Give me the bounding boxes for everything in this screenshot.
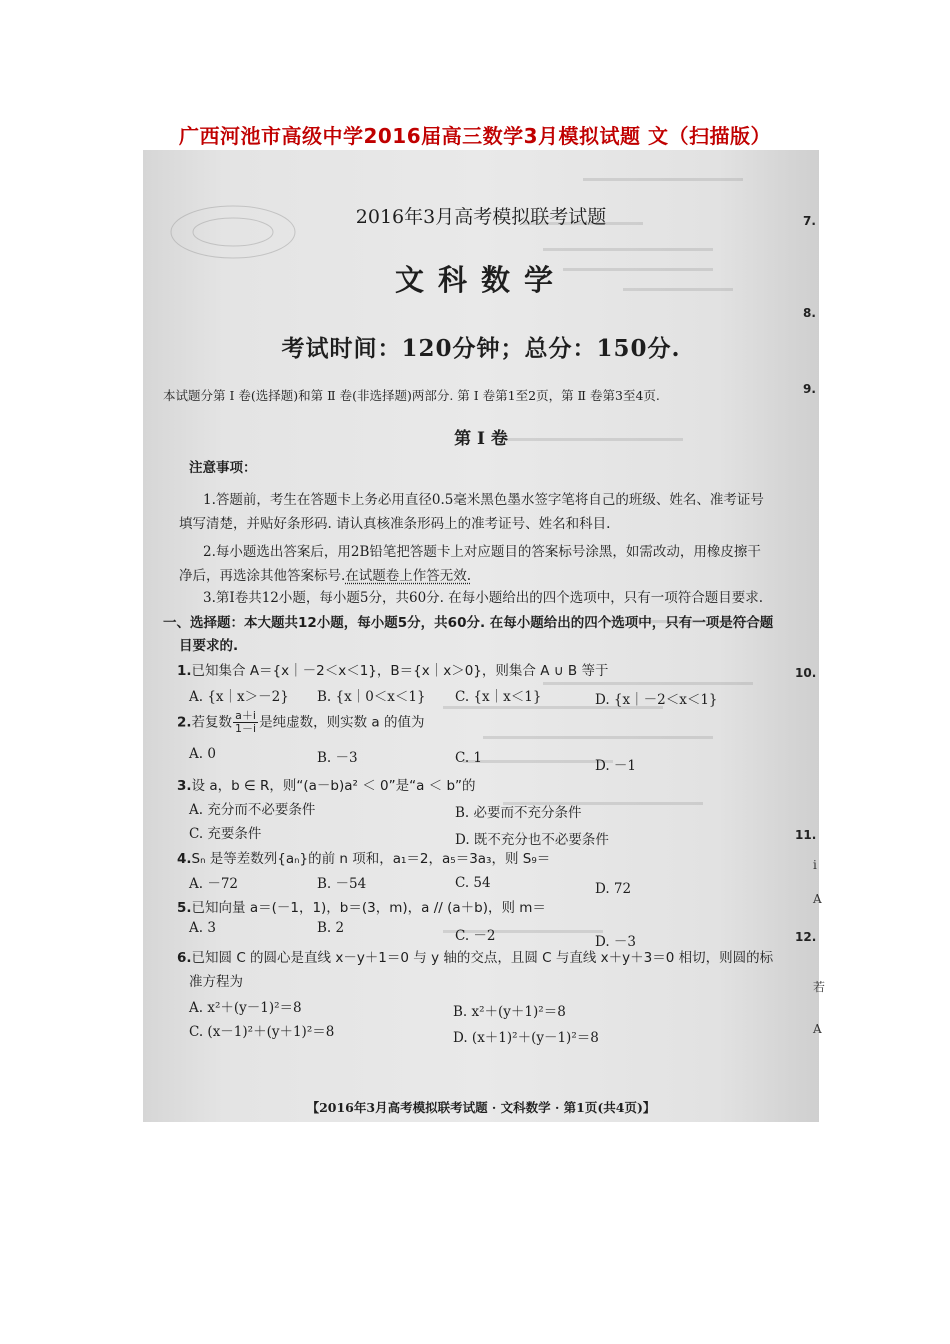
exam-time-info: 考试时间：120分钟；总分：150分.: [281, 335, 681, 362]
option: D. {x｜－2＜x＜1}: [595, 692, 718, 708]
option: C. {x｜x＜1}: [455, 689, 542, 705]
exam-title: 2016年3月高考模拟联考试题: [355, 206, 607, 228]
margin-number: 7.: [803, 214, 816, 228]
option: C. (x－1)²＋(y＋1)²＝8: [189, 1024, 335, 1040]
option: C. 充要条件: [189, 826, 262, 842]
question-number: 3.: [177, 778, 192, 794]
exam-intro: 本试题分第 Ⅰ 卷(选择题)和第 Ⅱ 卷(非选择题)两部分. 第 Ⅰ 卷第1至2页，第 Ⅱ 卷第3至4页.: [163, 388, 660, 403]
notice-line: 1.答题前，考生在答题卡上务必用直径0.5毫米黑色墨水签字笔将自己的班级、姓名、准考证号: [203, 492, 764, 508]
fraction-denominator: 1－i: [235, 722, 257, 735]
question-stem: 是纯虚数，则实数 a 的值为: [259, 714, 425, 731]
fraction: [233, 710, 258, 735]
question-stem: 设 a，b ∈ R，则“(a－b)a² ＜ 0”是“a ＜ b”的: [191, 778, 476, 794]
notice-line: 3.第Ⅰ卷共12小题，每小题5分，共60分. 在每小题给出的四个选项中，只有一项符合题目要求.: [203, 590, 764, 606]
option: C. 54: [455, 875, 491, 891]
option: D. (x＋1)²＋(y－1)²＝8: [453, 1030, 599, 1046]
section-heading: 目要求的.: [179, 638, 239, 654]
option: B. －3: [317, 750, 358, 766]
option: A. 3: [189, 920, 216, 936]
question-2: [177, 710, 424, 735]
option: B. x²＋(y＋1)²＝8: [453, 1004, 566, 1020]
volume-heading: 第 Ⅰ 卷: [454, 429, 508, 449]
question-stem: 若复数: [191, 714, 233, 731]
option: A. x²＋(y－1)²＝8: [189, 1000, 302, 1016]
notice-heading: 注意事项：: [189, 460, 257, 476]
option: D. －1: [595, 758, 637, 774]
question-4: [177, 847, 550, 867]
question-number: 6.: [177, 950, 192, 966]
option: B. 2: [317, 920, 345, 936]
question-1: [177, 659, 608, 679]
notice-emphasis: 在试题卷上作答无效.: [345, 568, 472, 584]
page-footer: 【2016年3月高考模拟联考试题 · 文科数学 · 第1页(共4页)】: [306, 1100, 656, 1115]
question-number: 4.: [177, 851, 192, 867]
option: A. 0: [189, 746, 216, 762]
fraction-numerator: a＋i: [233, 710, 258, 723]
margin-fragment: 若: [813, 980, 826, 994]
document-title: 广西河池市高级中学2016届高三数学3月模拟试题 文（扫描版）: [178, 124, 772, 148]
option: D. 既不充分也不必要条件: [455, 832, 609, 848]
option: C. 1: [455, 750, 483, 766]
margin-number: 12.: [795, 930, 817, 944]
question-stem: Sₙ 是等差数列{aₙ}的前 n 项和，a₁＝2，a₅＝3a₃，则 S₉＝: [191, 851, 551, 867]
option: C. －2: [455, 928, 496, 944]
subject-title: 文科数学: [394, 263, 567, 297]
scanned-page: [143, 150, 826, 1122]
margin-number: 11.: [795, 828, 817, 842]
option: B. －54: [317, 876, 367, 892]
question-stem: 已知圆 C 的圆心是直线 x－y＋1＝0 与 y 轴的交点，且圆 C 与直线 x＋y＋3＝0 相切，则圆的标: [191, 950, 774, 966]
question-stem: 已知集合 A＝{x｜－2＜x＜1}，B＝{x｜x＞0}，则集合 A ∪ B 等于: [191, 663, 609, 679]
option: B. 必要而不充分条件: [455, 805, 582, 821]
question-6-continued: 准方程为: [189, 974, 243, 990]
margin-number: 10.: [795, 666, 817, 680]
option: D. －3: [595, 934, 637, 950]
question-6: [177, 946, 773, 966]
option: D. 72: [595, 881, 632, 897]
option: A. －72: [189, 876, 239, 892]
margin-fragment: A: [813, 1022, 822, 1036]
margin-fragment: A: [813, 892, 822, 906]
question-number: 5.: [177, 900, 192, 916]
question-3: [177, 774, 476, 794]
question-number: 1.: [177, 663, 192, 679]
notice-line: 2.每小题选出答案后，用2B铅笔把答题卡上对应题目的答案标号涂黑，如需改动，用橡皮擦干: [203, 544, 761, 560]
notice-line-text: 净后，再选涂其他答案标号.: [179, 568, 346, 584]
section-heading: 一、选择题：本大题共12小题，每小题5分，共60分. 在每小题给出的四个选项中，只有一项是符合题: [163, 615, 774, 631]
margin-number: 9.: [803, 382, 816, 396]
margin-fragment: i: [813, 858, 817, 872]
notice-line: 填写清楚，并贴好条形码. 请认真核准条形码上的准考证号、姓名和科目.: [179, 516, 611, 532]
margin-number: 8.: [803, 306, 816, 320]
option: A. 充分而不必要条件: [189, 802, 316, 818]
question-number: 2.: [177, 714, 192, 731]
question-5: [177, 896, 546, 916]
option: B. {x｜0＜x＜1}: [317, 689, 426, 705]
option: A. {x｜x＞－2}: [189, 689, 289, 705]
notice-line: [179, 564, 471, 584]
question-stem: 已知向量 a＝(－1，1)，b＝(3，m)，a // (a＋b)，则 m＝: [191, 900, 546, 916]
